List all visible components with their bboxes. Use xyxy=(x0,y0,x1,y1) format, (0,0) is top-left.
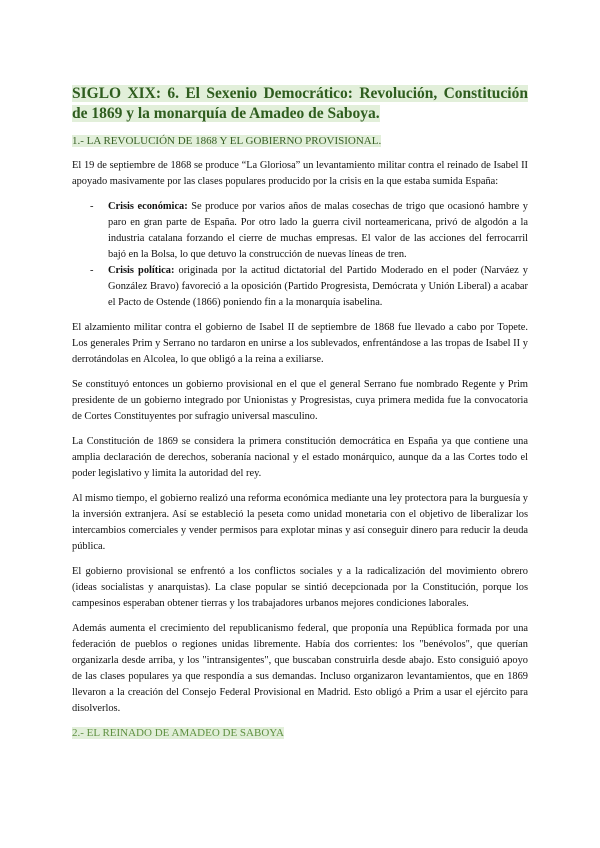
body-paragraph: Al mismo tiempo, el gobierno realizó una reforma económica mediante una ley protectora para la burguesía y la inversión extranjera. Así se estableció la peseta como unidad monetaria con el objetivo de liberalizar los intercambios comerciales y vender permisos para explotar minas y así conseguir dinero para reducir la deuda pública. xyxy=(72,493,528,552)
bullet-text: originada por la actitud dictatorial del Partido Moderado en el poder (Narváez y González Bravo) favoreció a la oposición (Partido Progresista, Demócrata y Unión Liberal) a acabar el Pacto de Ostende (1866) poniendo fin a la monarquía isabelina. xyxy=(108,265,528,308)
intro-paragraph: El 19 de septiembre de 1868 se produce “La Gloriosa” un levantamiento militar contra el reinado de Isabel II apoyado masivamente por las clases populares producido por la crisis en la que estaba sumida España: xyxy=(72,160,528,187)
crisis-list xyxy=(72,199,528,311)
body-paragraph: El alzamiento militar contra el gobierno de Isabel II de septiembre de 1868 fue llevado a cabo por Topete. Los generales Prim y Serrano no tardaron en unirse a los sublevados, enfrentándose a las tropas de Isabel II y derrotándolas en Alcolea, lo que obligó a la reina a exiliarse. xyxy=(72,322,528,365)
bullet-dash: - xyxy=(90,265,94,276)
title-text: SIGLO XIX: 6. El Sexenio Democrático: Revolución, Constitución de 1869 y la monarquía de Amadeo de Saboya. xyxy=(72,85,528,122)
document-page xyxy=(72,84,528,750)
body-paragraph: El gobierno provisional se enfrentó a los conflictos sociales y a la radicalización del movimiento obrero (ideas socialistas y anarquistas). La clase popular se sintió decepcionada por la Constitución, porque los campesinos esperaban obtener tierras y los trabajadores urbanos mejores condiciones laborales. xyxy=(72,566,528,609)
section-heading-1 xyxy=(72,134,528,149)
body-paragraph: Se constituyó entonces un gobierno provisional en el que el general Serrano fue nombrado Regente y Prim presidente de un gobierno integrado por Unionistas y Progresistas, cuya primera medida fue la convocatoria de Cortes Constituyentes por sufragio universal masculino. xyxy=(72,379,528,422)
section-heading-2 xyxy=(72,726,528,741)
bullet-text: Se produce por varios años de malas cosechas de trigo que ocasionó hambre y paro en gran parte de España. Por otro lado la guerra civil norteamericana, privó de algodón a la industria catalana forzando el cierre de muchas empresas. El valor de las acciones del ferrocarril bajó en la Bolsa, lo que detuvo la construcción de nuevas líneas de tren. xyxy=(108,201,528,260)
body-paragraph: La Constitución de 1869 se considera la primera constitución democrática en España ya que contiene una amplia declaración de derechos, soberanía nacional y el estado monárquico, aunque da a las Cortes todo el poder legislativo y limita la autoridad del rey. xyxy=(72,436,528,479)
bullet-dash: - xyxy=(90,201,94,212)
document-title xyxy=(72,84,528,124)
bullet-label: Crisis política: xyxy=(108,265,175,276)
bullet-label: Crisis económica: xyxy=(108,201,188,212)
list-item xyxy=(90,263,528,311)
section-heading-2-text: 2.- EL REINADO DE AMADEO DE SABOYA xyxy=(72,727,284,739)
section-heading-1-text: 1.- LA REVOLUCIÓN DE 1868 Y EL GOBIERNO PROVISIONAL. xyxy=(72,135,382,147)
list-item xyxy=(90,199,528,263)
body-paragraph: Además aumenta el crecimiento del republicanismo federal, que proponía una República formada por una federación de pueblos o regiones unidas libremente. Había dos corrientes: los "benévolos", que querían organizarla desde arriba, y los "intransigentes", que buscaban construirla desde abajo. Esto consiguió apoyo de las clases populares ya que respondía a sus demandas. Incluso organizaron levantamientos, que en 1869 llevaron a la creación del Consejo Federal Provisional en Madrid. Esto obligó a Prim a usar el ejército para disolverlos. xyxy=(72,623,528,714)
